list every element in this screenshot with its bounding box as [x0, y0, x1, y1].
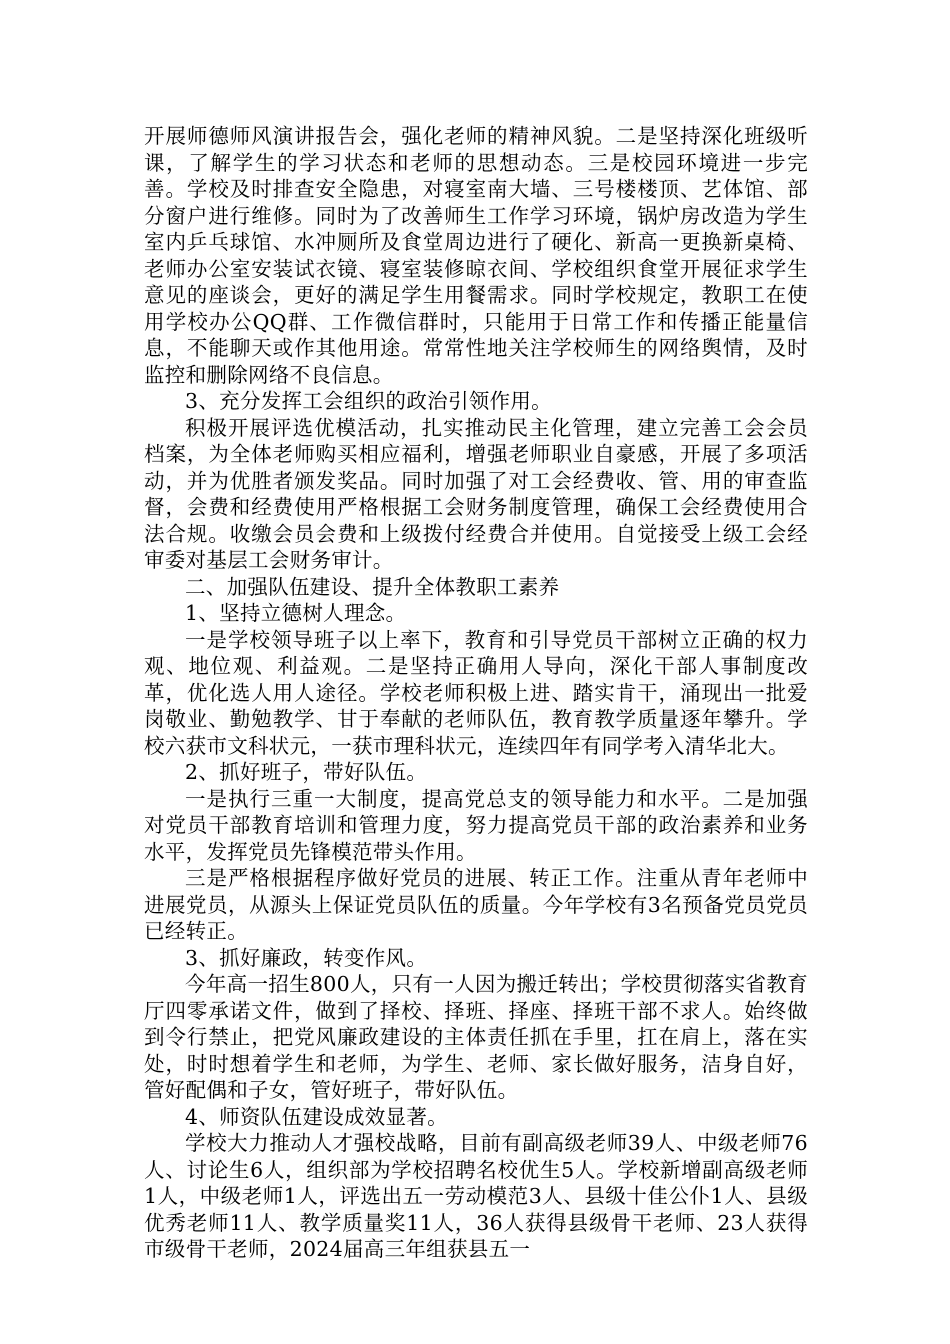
heading-team-building: 二、加强队伍建设、提升全体教职工素养 [185, 574, 560, 599]
heading-union-leadership: 3、充分发挥工会组织的政治引领作用。 [185, 389, 552, 413]
paragraph-union-activities: 积极开展评选优模活动，扎实推动民主化管理，建立完善工会会员档案，为全体老师购买相应福利，增强老师职业自豪感，开展了多项活动，并为优胜者颁发奖品。同时加强了对工会经费收、管、用的审查监督，会费和经费使用严格根据工会财务制度管理，确保工会经费使用合法合规。收缴会员会费和上级拨付经费合并使用。自觉接受上级工会经审委对基层工会财务审计。 [144, 415, 808, 572]
heading-lead-team: 2、抓好班子，带好队伍。 [185, 760, 428, 784]
heading-integrity: 3、抓好廉政，转变作风。 [185, 945, 428, 970]
paragraph-leadership-guidance: 一是学校领导班子以上率下，教育和引导党员干部树立正确的权力观、地位观、利益观。二是坚持正确用人导向，深化干部人事制度改革，优化选人用人途径。学校老师积极上进、踏实肯干，涌现出一批爱岗敬业、勤勉教学、甘于奉献的老师队伍，教育教学质量逐年攀升。学校六获市文科状元，一获市理科状元，连续四年有同学考入清华北大。 [144, 627, 808, 758]
paragraph-enrollment-integrity: 今年高一招生800人，只有一人因为搬迁转出；学校贯彻落实省教育厅四零承诺文件，做到了择校、择班、择座、择班干部不求人。始终做到令行禁止，把党风廉政建设的主体责任抓在手里，扛在肩上，落在实处，时时想着学生和老师，为学生、老师、家长做好服务，洁身自好，管好配偶和子女，管好班子，带好队伍。 [144, 972, 808, 1102]
heading-moral-education: 1、坚持立德树人理念。 [185, 601, 407, 625]
heading-faculty-results: 4、师资队伍建设成效显著。 [185, 1104, 448, 1129]
paragraph-party-development: 三是严格根据程序做好党员的进展、转正工作。注重从青年老师中进展党员，从源头上保证党员队伍的质量。今年学校有3名预备党员党员已经转正。 [144, 866, 808, 943]
paragraph-party-training: 一是执行三重一大制度，提高党总支的领导能力和水平。二是加强对党员干部教育培训和管理力度，努力提高党员干部的政治素养和业务水平，发挥党员先锋模范带头作用。 [144, 786, 808, 864]
paragraph-faculty-statistics: 学校大力推动人才强校战略，目前有副高级老师39人、中级老师76人、讨论生6人，组织部为学校招聘名校优生5人。学校新增副高级老师1人，中级老师1人，评选出五一劳动模范3人、县级十佳公仆1人、县级优秀老师11人、教学质量奖11人，36人获得县级骨干老师、23人获得市级骨干老师，2024届高三年组获县五一 [144, 1131, 808, 1261]
paragraph-campus-environment: 开展师德师风演讲报告会，强化老师的精神风貌。二是坚持深化班级听课，了解学生的学习状态和老师的思想动态。三是校园环境进一步完善。学校及时排查安全隐患，对寝室南大墙、三号楼楼顶、艺体馆、部分窗户进行维修。同时为了改善师生工作学习环境，锅炉房改造为学生室内乒乓球馆、水冲厕所及食堂周边进行了硬化、新高一更换新桌椅、老师办公室安装试衣镜、寝室装修晾衣间、学校组织食堂开展征求学生意见的座谈会，更好的满足学生用餐需求。同时学校规定，教职工在使用学校办公QQ群、工作微信群时，只能用于日常工作和传播正能量信息，不能聊天或作其他用途。常常性地关注学校师生的网络舆情，及时监控和删除网络不良信息。 [144, 124, 808, 387]
document-page [144, 123, 808, 1263]
